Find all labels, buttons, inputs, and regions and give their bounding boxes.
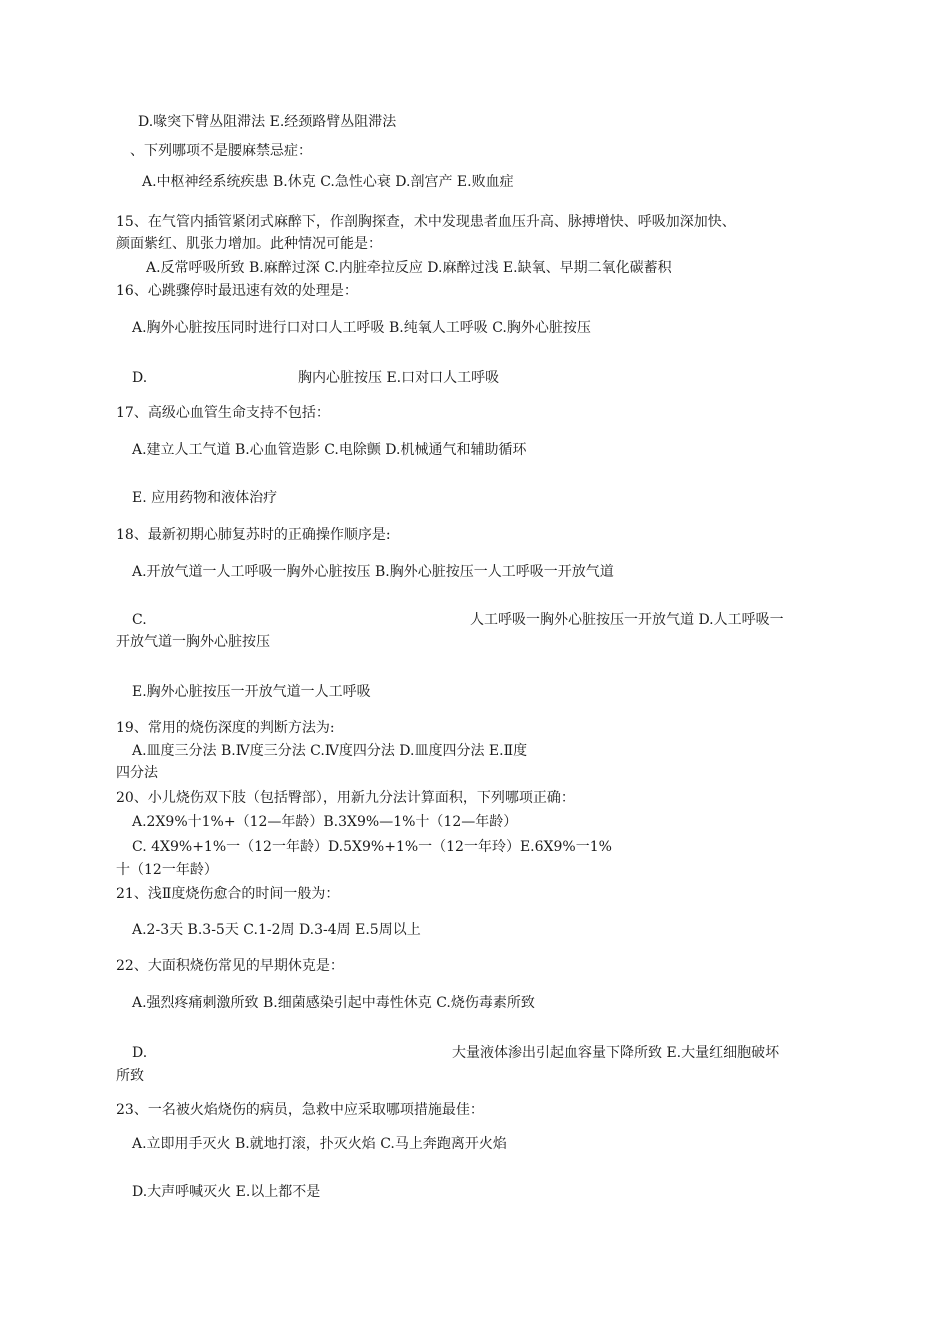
q22-option-d-label: D. bbox=[132, 1045, 148, 1061]
q21-stem: 21、浅Ⅱ度烧伤愈合的时间一般为： bbox=[116, 886, 340, 902]
q18-options-cd: 人工呼吸一胸外心脏按压一开放气道 D.人工呼吸一 bbox=[470, 612, 784, 628]
q15-stem-1: 15、在气管内插管紧闭式麻醉下，作剖胸探查，术中发现患者血压升高、脉搏增快、呼吸加深加快、 bbox=[116, 214, 736, 230]
q16-stem: 16、心跳骤停时最迅速有效的处理是： bbox=[116, 283, 358, 299]
q15-options: A.反常呼吸所致 B.麻醉过深 C.内脏牵拉反应 D.麻醉过浅 E.缺氧、早期二氧化碳蓄积 bbox=[146, 260, 672, 276]
q17-stem: 17、高级心血管生命支持不包括： bbox=[116, 405, 330, 421]
q20-options-ab: A.2X9%十1%+（12—年龄）B.3X9%—1%十（12—年龄） bbox=[132, 814, 518, 830]
q16-options-abc: A.胸外心脏按压同时进行口对口人工呼吸 B.纯氧人工呼吸 C.胸外心脏按压 bbox=[132, 320, 591, 336]
q22-options-de: 大量液体渗出引起血容量下降所致 E.大量红细胞破坏 bbox=[452, 1045, 780, 1061]
q14-options: A.中枢神经系统疾患 B.休克 C.急性心衰 D.剖宫产 E.败血症 bbox=[142, 174, 514, 190]
q23-stem: 23、一名被火焰烧伤的病员，急救中应采取哪项措施最佳： bbox=[116, 1102, 484, 1118]
q18-options-ab: A.开放气道一人工呼吸一胸外心脏按压 B.胸外心脏按压一人工呼吸一开放气道 bbox=[132, 564, 614, 580]
q18-options-cd-cont: 开放气道一胸外心脏按压 bbox=[116, 634, 270, 650]
q13-options-de: D.喙突下臂丛阻滞法 E.经颈路臂丛阻滞法 bbox=[138, 114, 397, 130]
q18-option-e: E.胸外心脏按压一开放气道一人工呼吸 bbox=[132, 684, 371, 700]
q17-options-abcd: A.建立人工气道 B.心血管造影 C.电除颤 D.机械通气和辅助循环 bbox=[132, 442, 527, 458]
q19-stem: 19、常用的烧伤深度的判断方法为: bbox=[116, 720, 335, 736]
q15-stem-2: 颜面紫红、肌张力增加。此种情况可能是： bbox=[116, 236, 382, 252]
q22-options-cont: 所致 bbox=[116, 1068, 144, 1084]
q17-option-e: E. 应用药物和液体治疗 bbox=[132, 490, 278, 506]
q23-options-abc: A.立即用手灭火 B.就地打滚，扑灭火焰 C.马上奔跑离开火焰 bbox=[132, 1136, 507, 1152]
q18-option-c-label: C. bbox=[132, 612, 147, 628]
q20-options-cont: 十（12一年龄） bbox=[116, 862, 218, 878]
q22-options-abc: A.强烈疼痛刺激所致 B.细菌感染引起中毒性休克 C.烧伤毒素所致 bbox=[132, 995, 535, 1011]
q20-stem: 20、小儿烧伤双下肢（包括臀部），用新九分法计算面积，下列哪项正确： bbox=[116, 790, 575, 806]
q21-options: A.2-3天 B.3-5天 C.1-2周 D.3-4周 E.5周以上 bbox=[132, 922, 421, 938]
q19-options-cont: 四分法 bbox=[116, 765, 158, 781]
q16-options-de: 胸内心脏按压 E.口对口人工呼吸 bbox=[298, 370, 500, 386]
q14-stem: 、下列哪项不是腰麻禁忌症： bbox=[130, 143, 312, 159]
q18-stem: 18、最新初期心肺复苏时的正确操作顺序是: bbox=[116, 527, 391, 543]
q22-stem: 22、大面积烧伤常见的早期休克是： bbox=[116, 958, 344, 974]
q20-options-cde: C. 4X9%+1%一（12一年龄）D.5X9%+1%一（12一年玲）E.6X9%一1% bbox=[132, 839, 612, 855]
q16-option-d-label: D. bbox=[132, 370, 148, 386]
q19-options: A.皿度三分法 B.Ⅳ度三分法 C.Ⅳ度四分法 D.皿度四分法 E.Ⅱ度 bbox=[132, 743, 528, 759]
q23-options-de: D.大声呼喊灭火 E.以上都不是 bbox=[132, 1184, 321, 1200]
